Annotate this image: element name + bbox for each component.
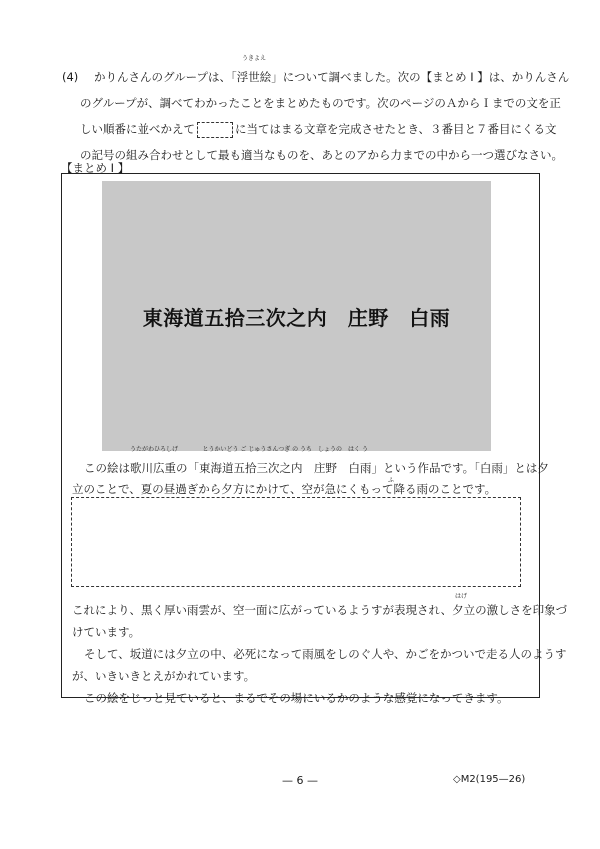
question-line-2: のグループが、調べてわかったことをまとめたものです。次のページのＡからＩまでの文を正 xyxy=(80,96,561,110)
page-number: — 6 — xyxy=(282,774,318,787)
body-p1-line1: この絵は うたがわひろしげ 歌川広重の「 とうかいどう ご じゅうさんつぎ の うち しょうの はく う 東海道五拾三次之内 庄野 白雨」という作品です。「白雨」とは夕 xyxy=(84,455,549,481)
body-p3-line1: そして、坂道には夕立の中、必死になって雨風をしのぐ人や、かごをかついで走る人のようす xyxy=(84,647,567,661)
hageshi-ruby: はげ xyxy=(455,593,468,600)
body-p4-line1: この絵をじっと見ていると、まるでその場にいるかのような感覚になってきます。 xyxy=(84,691,509,705)
question-text-1b: 」について調べました。次の【まとめ I 】は、かりんさん xyxy=(271,70,570,84)
question-line-1 xyxy=(62,55,570,90)
ukiyoe-ruby: うきよえ xyxy=(242,55,267,62)
work-ruby: とうかいどう ご じゅうさんつぎ の うち しょうの はく う xyxy=(202,446,368,453)
summary-label: 【まとめ I 】 xyxy=(61,161,130,175)
fill-in-blank-box xyxy=(71,497,521,587)
body-p2-line1: これにより、黒く厚い雨雲が、空一面に広がっているようすが表現され、夕立の激しさを印象づ xyxy=(72,603,568,617)
ukiyoe-term: うきよえ 浮世絵 xyxy=(236,55,272,84)
work-title: とうかいどう ご じゅうさんつぎ の うち しょうの はく う 東海道五拾三次之内 庄野 白雨 xyxy=(199,446,372,475)
artwork-placeholder xyxy=(102,181,491,451)
body-p1-line2: 立のことで、夏の昼過ぎから夕方にかけて、空が急にくもって降る雨のことです。 xyxy=(72,482,497,496)
question-number: (4) xyxy=(62,70,79,84)
question-line-4: の記号の組み合わせとして最も適当なものを、あとのアから力までの中から一つ選びなさい。 xyxy=(80,148,563,162)
question-line-3: しい順番に並べかえて に当てはまる文章を完成させたとき、３番目と７番目にくる文 xyxy=(80,122,557,136)
question-block xyxy=(62,55,570,168)
answer-blank-indicator xyxy=(197,122,233,138)
artist-ruby: うたがわひろしげ xyxy=(130,446,179,453)
furu-ruby: ふ xyxy=(388,477,395,484)
question-text-1a: かりんさんのグループは、「 xyxy=(93,70,237,84)
body-p2-line2: けています。 xyxy=(72,625,141,639)
document-code: ◇M2(195—26) xyxy=(453,774,526,785)
body-p3-line2: が、いきいきとえがかれています。 xyxy=(72,669,256,683)
artwork-title: 東海道五拾三次之内 庄野 白雨 xyxy=(142,305,451,330)
artist-name: うたがわひろしげ 歌川広重 xyxy=(130,446,179,475)
